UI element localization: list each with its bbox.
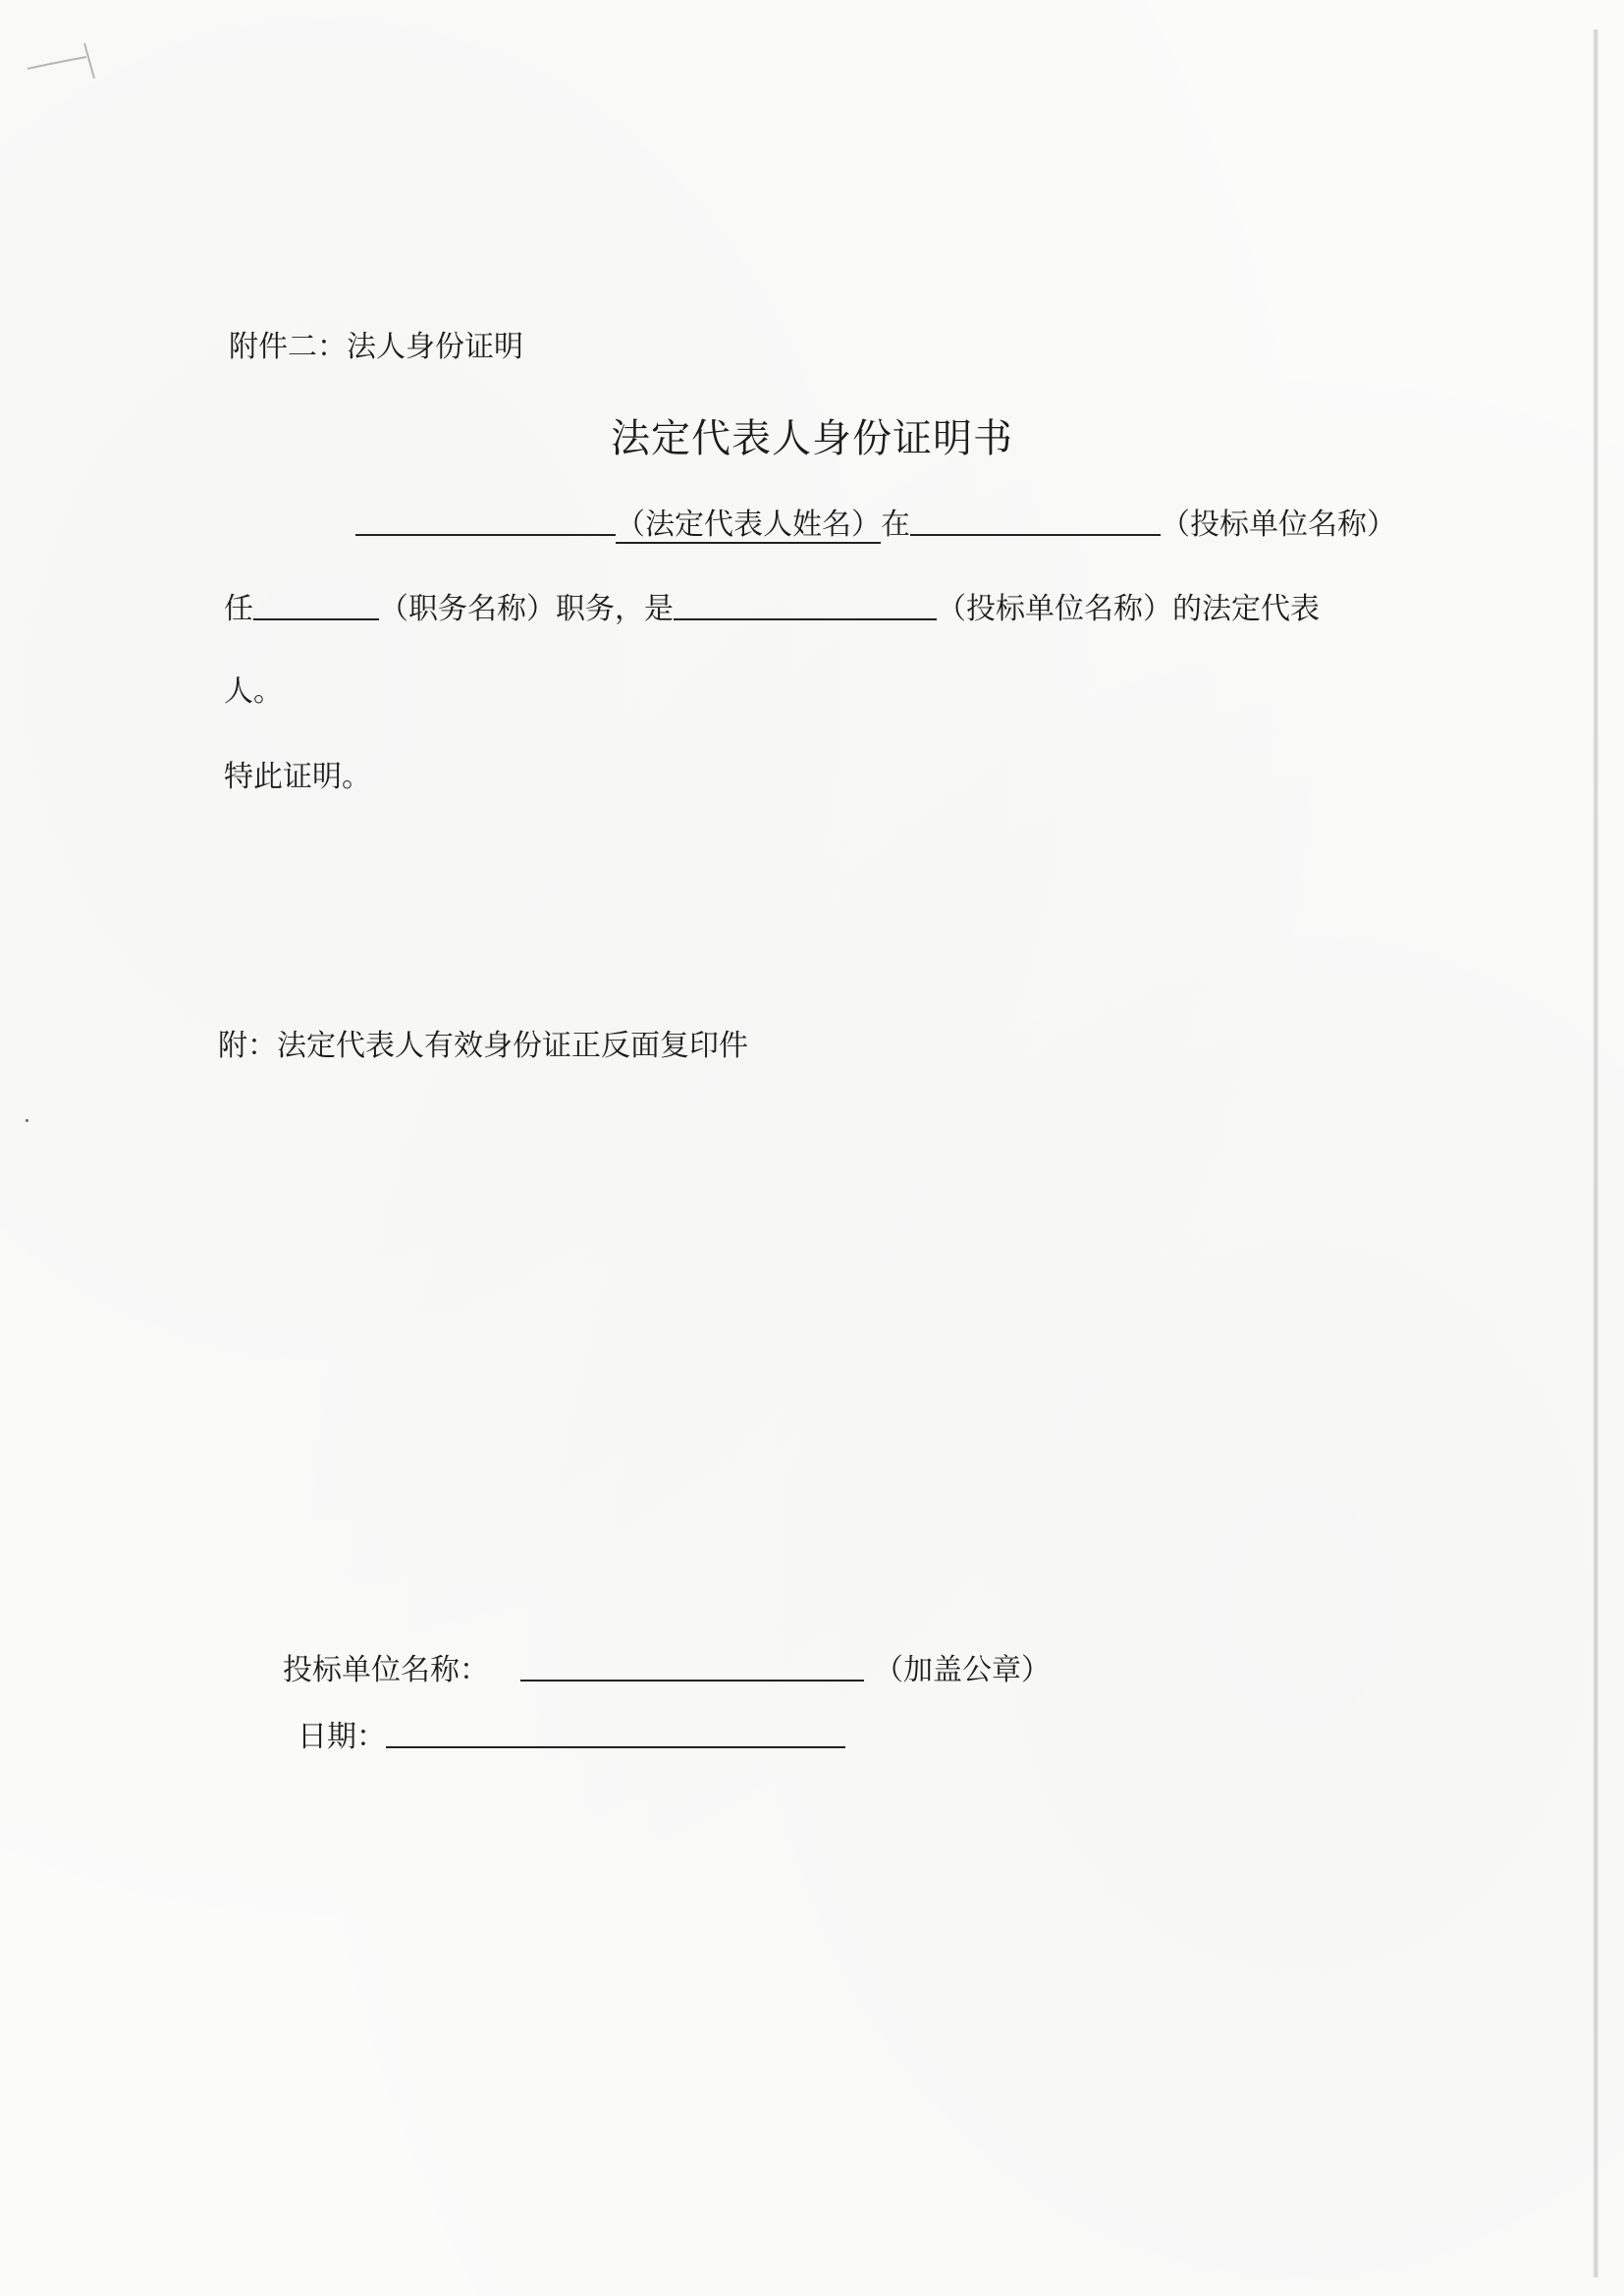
line1-in-text: 在	[881, 507, 910, 542]
legal-rep-name-label: （法定代表人姓名）	[616, 507, 881, 542]
attachment-heading: 附件二：法人身份证明	[229, 330, 523, 364]
bidder-unit-label-2: （投标单位名称）	[937, 592, 1172, 626]
signature-unit-label: 投标单位名称：	[283, 1653, 489, 1687]
position-title-label: （职务名称）	[379, 592, 556, 626]
position-title-blank[interactable]	[253, 589, 379, 620]
paragraph-line-2	[224, 589, 1320, 629]
line2-end-text: 的法定代表	[1172, 592, 1320, 626]
signature-unit-blank[interactable]	[520, 1650, 864, 1682]
bidder-unit-name-blank-2[interactable]	[674, 589, 937, 620]
scan-artifact-mark	[26, 39, 114, 79]
scan-page-edge	[1593, 29, 1598, 2277]
date-label: 日期：	[298, 1720, 386, 1754]
certify-text: 特此证明。	[224, 760, 371, 794]
paragraph-line-1	[355, 505, 1396, 545]
bidder-unit-name-blank-1[interactable]	[910, 505, 1161, 536]
signature-date-row	[298, 1717, 845, 1757]
legal-rep-name-blank[interactable]	[355, 505, 616, 536]
document-title: 法定代表人身份证明书	[611, 416, 1013, 461]
paragraph-line-3: 人。	[224, 674, 283, 709]
seal-note: （加盖公章）	[874, 1653, 1051, 1687]
appendix-note: 附：法定代表人有效身份证正反面复印件	[218, 1029, 748, 1063]
scan-dust-speck	[26, 1119, 28, 1122]
signature-unit-row	[283, 1650, 1051, 1690]
line2-duty-text: 职务，是	[556, 592, 674, 626]
date-blank[interactable]	[386, 1717, 845, 1748]
bidder-unit-label-1: （投标单位名称）	[1161, 507, 1396, 542]
line2-start-text: 任	[224, 592, 253, 626]
